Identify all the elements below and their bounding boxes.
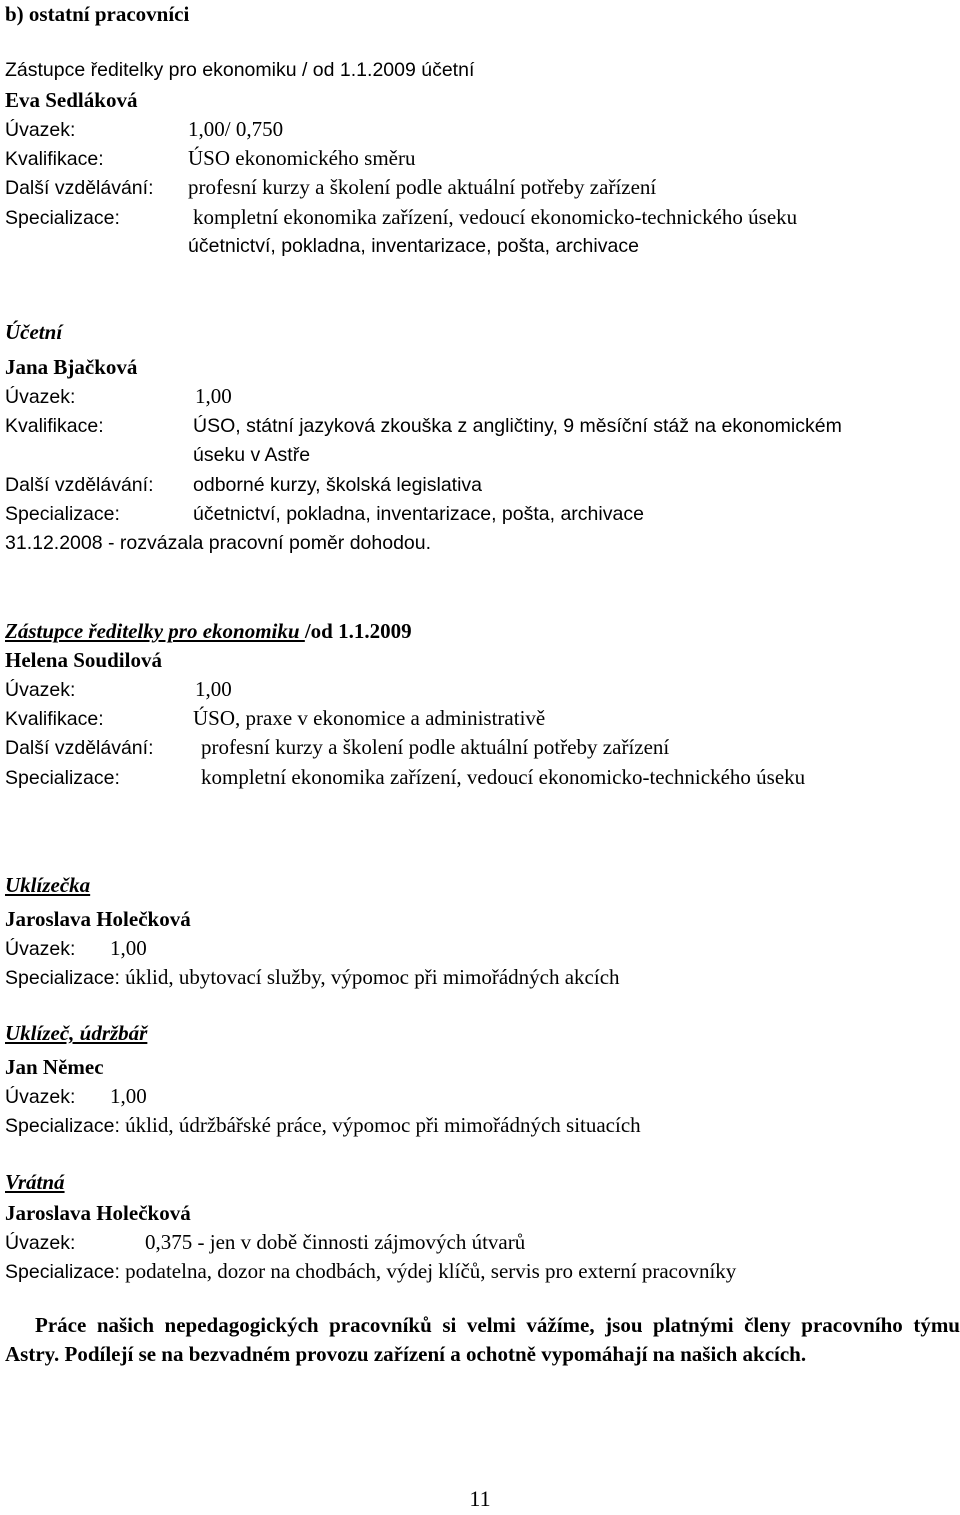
p6-uvazek-value: 0,375 - jen v době činnosti zájmových útvarů [145,1230,526,1254]
p6-spec-label: Specializace: [5,1261,120,1283]
p3-kval-value: ÚSO, praxe v ekonomice a administrativě [193,706,546,730]
p3-spec-value: kompletní ekonomika zařízení, vedoucí ekonomicko-technického úseku [201,765,806,789]
p3-dalsi-row [5,733,669,762]
p4-name: Jaroslava Holečková [5,907,191,931]
p3-dalsi-value: profesní kurzy a školení podle aktuální potřeby zařízení [201,735,670,759]
closing-text: Práce našich nepedagogických pracovníků si velmi vážíme, jsou platnými členy pracovního týmu Astry. Podílejí se na bezvadném provozu zařízení a ochotně vypomáhají na našich akcích. [5,1313,960,1367]
p2-uvazek-row [5,382,232,411]
p1-name: Eva Sedláková [5,88,138,112]
p3-uvazek-row [5,675,232,704]
p1-kval-value: ÚSO ekonomického směru [188,146,416,170]
p2-kval-label: Kvalifikace: [5,415,104,437]
p2-role: Účetní [5,320,63,344]
p3-uvazek-value: 1,00 [195,677,232,701]
p1-uvazek-value: 1,00/ 0,750 [188,117,284,141]
p3-kval-label: Kvalifikace: [5,708,104,730]
p2-dalsi-label: Další vzdělávání: [5,474,154,496]
p3-role-italic: Zástupce ředitelky pro ekonomiku [5,619,305,643]
p3-kval-row [5,704,545,733]
p1-spec-row [5,203,797,232]
p4-spec-value: úklid, ubytovací služby, výpomoc při mimořádných akcích [125,965,620,989]
p2-uvazek-value: 1,00 [195,384,232,408]
p2-dalsi-row [5,470,482,499]
section-title: b) ostatní pracovníci [5,2,190,26]
p5-spec-value: úklid, údržbářské práce, výpomoc při mimořádných situacích [125,1113,641,1137]
p3-dalsi-label: Další vzdělávání: [5,737,154,759]
p5-uvazek-label: Úvazek: [5,1086,76,1108]
p2-uvazek-label: Úvazek: [5,386,76,408]
p1-spec-value-1: kompletní ekonomika zařízení, vedoucí ekonomicko-technického úseku [193,205,798,229]
closing-paragraph [5,1311,960,1370]
p4-uvazek-row [5,934,147,963]
p4-spec-label: Specializace: [5,967,120,989]
p2-kval-value-2: úseku v Astře [193,444,311,466]
p2-spec-label: Specializace: [5,503,120,525]
p5-uvazek-row [5,1082,147,1111]
p6-uvazek-label: Úvazek: [5,1232,76,1254]
p1-uvazek-label: Úvazek: [5,119,76,141]
p1-dalsi-value: profesní kurzy a školení podle aktuální potřeby zařízení [188,175,657,199]
p2-spec-row [5,499,644,528]
p1-dalsi-label: Další vzdělávání: [5,177,154,199]
p2-spec-value: účetnictví, pokladna, inventarizace, pošta, archivace [193,503,644,525]
p5-spec-label: Specializace: [5,1115,120,1137]
p1-role: Zástupce ředitelky pro ekonomiku / od 1.1.2009 účetní [5,59,475,81]
p6-spec-row [5,1257,736,1286]
p5-uvazek-value: 1,00 [110,1084,147,1108]
p4-uvazek-label: Úvazek: [5,938,76,960]
p5-spec-row [5,1111,641,1140]
p2-note: 31.12.2008 - rozvázala pracovní poměr dohodou. [5,532,432,554]
p4-uvazek-value: 1,00 [110,936,147,960]
p6-name: Jaroslava Holečková [5,1201,191,1225]
p6-role: Vrátná [5,1170,65,1194]
p1-dalsi-row [5,173,656,202]
p1-kval-label: Kvalifikace: [5,148,104,170]
p6-spec-value: podatelna, dozor na chodbách, výdej klíčů, servis pro externí pracovníky [125,1259,737,1283]
p1-uvazek-row [5,115,283,144]
p2-kval-row [5,411,842,440]
p5-name: Jan Němec [5,1055,104,1079]
p4-spec-row [5,963,620,992]
p3-role-rest: /od 1.1.2009 [304,619,412,643]
p1-spec-label: Specializace: [5,207,120,229]
p3-uvazek-label: Úvazek: [5,679,76,701]
p5-role: Uklízeč, údržbář [5,1021,148,1045]
p6-uvazek-row [5,1228,525,1257]
p3-spec-row [5,763,805,792]
p1-spec-value-2: účetnictví, pokladna, inventarizace, pošta, archivace [188,235,639,257]
p3-name: Helena Soudilová [5,648,162,672]
p2-dalsi-value: odborné kurzy, školská legislativa [193,474,483,496]
p1-kval-row [5,144,415,173]
page-number: 11 [469,1486,491,1511]
p3-spec-label: Specializace: [5,767,120,789]
p2-name: Jana Bjačková [5,355,138,379]
p2-kval-value-1: ÚSO, státní jazyková zkouška z angličtiny, 9 měsíční stáž na ekonomickém [193,415,842,437]
p4-role: Uklízečka [5,873,91,897]
p3-role [5,617,412,646]
